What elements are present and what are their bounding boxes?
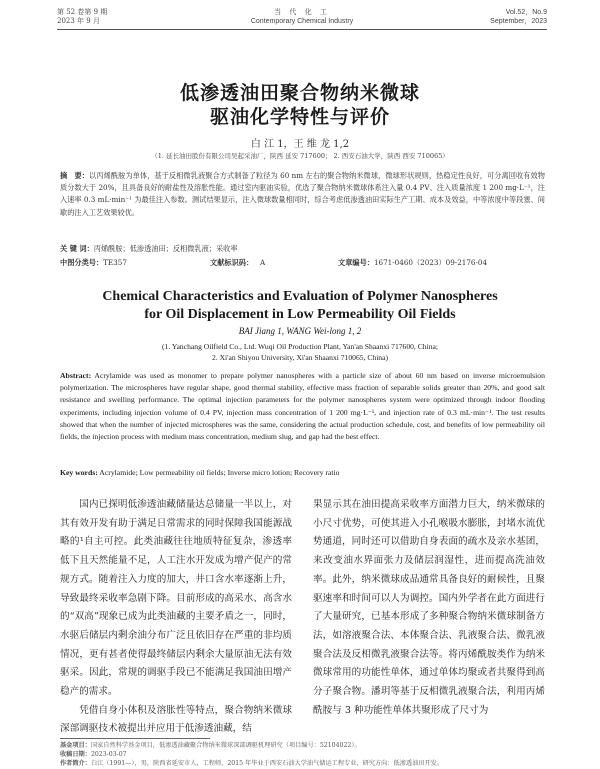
body-paragraph: 果显示其在油田提高采收率方面潜力巨大，纳米微球的小尺寸优势，可使其进入小孔喉吸水膨胀，封堵水流优势通道，同时还可以借助自身表面的疏水及亲水基团，来改变油水界面张力及储层润湿性，进而提高洗油效率。此外，纳米微球成品通常具备良好的耐候性，且聚驱速率和时间可以人为调控。国内外学者在此方面进行了大量研究，已基本形成了多种聚合物纳米微球制备方法，如溶液聚合法、本体聚合法、乳液聚合法、微乳液聚合法及反相微乳液聚合法等。将丙烯酰胺类作为纳米微球常用的功能性单体，通过单体均聚或者共聚得到高分子聚合物。潘玥等基于反相微乳液聚合法，利用丙烯酰胺与 3 种功能性单体共聚形成了尺寸为 [313,499,545,716]
fund-label: 基金项目： [60,742,91,749]
clc-field [60,257,127,269]
abstract-en-text: Acrylamide was used as monomer to prepare polymer nanospheres with a particle size of about 60 nm based on inverse microemulsion polymerization. The microspheres have regular shape, good thermal stability, effective mass fraction of separable solids greater than 20%, and good salt resistance and swelling performance. The optimal injection parameters for the polymer nanospheres system were optimized through indoor flooding experiments, including injection volume of 0.4 PV, injection mass concentration of 1 200 mg·L⁻¹, and injection rate of 0.3 mL·min⁻¹. The test results showed that when the number of injected microspheres was the same, considering the actual production schedule, cost, and benefits of low permeability oil fields, the injection process with medium mass concentration, medium slug, and gap had the best effect. [60,371,545,442]
header-right [490,8,547,26]
clc-label: 中图分类号： [60,258,104,267]
title-en-line2: for Oil Displacement in Low Permeability Oil Fields [144,307,456,322]
keywords-en-label: Key words: [60,468,98,477]
affiliation-cn: （1. 延长油田股份有限公司吴起采油厂，陕西 延安 717600； 2. 西安石油大学，陕西 西安 710065） [151,152,449,160]
received-label: 收稿日期： [60,751,91,758]
journal-name-en: Contemporary Chemical Industry [250,18,354,25]
paper-title-en [0,288,600,324]
volume-no-en: Vol.52，No.9 [505,9,547,16]
title-cn-line1: 低渗透油田聚合物纳米微球 [179,82,420,104]
authors-cn: 白 江 1，王 维 龙 1,2 [250,139,350,150]
header-rule [57,29,547,30]
journal-name-cn: 当 代 化 工 [274,8,330,16]
doc-code-value: A [260,258,266,267]
body-paragraph: 凭借自身小体积及溶胀性等特点，聚合物纳米微球深部调驱技术被提出并应用于低渗透油藏，结 [60,704,292,735]
abstract-en-label: Abstract: [60,371,92,380]
author-note [60,759,545,768]
affiliation-en [0,342,600,363]
author-text: 白江（1991—），男，陕西省延安市人，工程师，2015 年毕业于西安石油大学油气储运工程专业，研究方向：低渗透油田开发。 [90,760,444,767]
keywords-cn-text: 丙烯酰胺；低渗透油田；反相微乳液；采收率 [93,244,238,253]
keywords-en [60,468,545,477]
article-no-value: 1671-0460（2023）09-2176-04 [373,258,488,267]
title-cn-line2: 驱油化学特性与评价 [209,106,390,128]
keywords-cn-label: 关 键 词： [60,244,94,253]
article-no-field [338,257,487,269]
clc-value: TE357 [103,258,127,267]
doc-code-label: 文献标识码： [210,258,254,267]
keywords-en-text: Acrylamide; Low permeability oil fields; Inverse micro lotion; Recovery ratio [99,468,340,477]
fund-text: 国家自然科学基金项目，低渗透油藏聚合物纳米微球深部调驱机理研究（项目编号：52104022）。 [90,742,361,749]
issue-date-en: September，2023 [490,18,547,25]
body-column-left [60,496,292,739]
volume-issue: 第 52 卷第 9 期 [57,8,108,16]
authors-en: BAI Jiang 1, WANG Wei-long 1, 2 [238,326,362,336]
article-no-label: 文章编号： [338,258,374,267]
footnote-rule [60,738,210,739]
keywords-cn [60,243,545,255]
abstract-cn-text: 以丙烯酰胺为单体，基于反相微乳液聚合方式制备了粒径为 60 nm 左右的聚合物纳米微球，微球形状规则，热稳定性良好，可分离回收有效物质分数大于 20%，且具备良好的耐盐性及溶胀性能。通过室内驱油实验，优选了聚合物纳米微球体系注入量 0.4 PV、注入质量浓度 1 200 mg·L⁻¹，注入速率 0.3 mL·min⁻¹ 为最佳注入参数。测试结果显示，注入微球数量相同时，综合考虑低渗透油田实际生产工期、成本及效益，中等浓度中等段塞、间歇的注入工艺效果较优。 [60,171,545,217]
body-paragraph: 国内已探明低渗透油藏储量达总储量一半以上，对其有效开发有助于满足日常需求的同时保障我国能源战略的¹自主可控。此类油藏往往地质特征复杂，渗透率低下且天然能量不足，人工注水开发成为增产促产的常规方式。随着注入力度的加大，井口含水率逐渐上升，导致最终采收率急剧下降。目前形成的高采水、高含水的“双高”现象已成为此类油藏的主要矛盾之一，同时，水驱后储层内剩余油分布广泛且依旧存在严重的非均质情况，更有甚者使得最终储层内剩余大量原油无法有效驱采。因此，常规的调驱手段已不能满足我国油田增产稳产的需求。 [60,499,292,698]
affiliation-en-line2: 2. Xi'an Shiyou University, Xi'an Shaanxi 710065, China) [211,352,389,362]
body-column-right [313,496,545,720]
abstract-cn-label: 摘 要： [60,171,90,180]
doc-code-field [210,257,265,269]
paper-title-cn [0,81,600,129]
title-en-line1: Chemical Characteristics and Evaluation of Polymer Nanospheres [102,289,498,304]
abstract-en [60,370,545,443]
received-text: 2023-03-07 [90,751,127,758]
affiliation-en-line1: (1. Yanchang Oilfield Co., Ltd. Wuqi Oil Production Plant, Yan'an Shaanxi 717600, China; [162,342,438,351]
footnote [60,741,545,768]
received-note [60,750,545,759]
author-label: 作者简介： [60,760,91,767]
abstract-cn [60,170,545,219]
header-center [57,8,547,26]
issue-date-cn: 2023 年 9 月 [57,17,100,25]
fund-note [60,741,545,750]
